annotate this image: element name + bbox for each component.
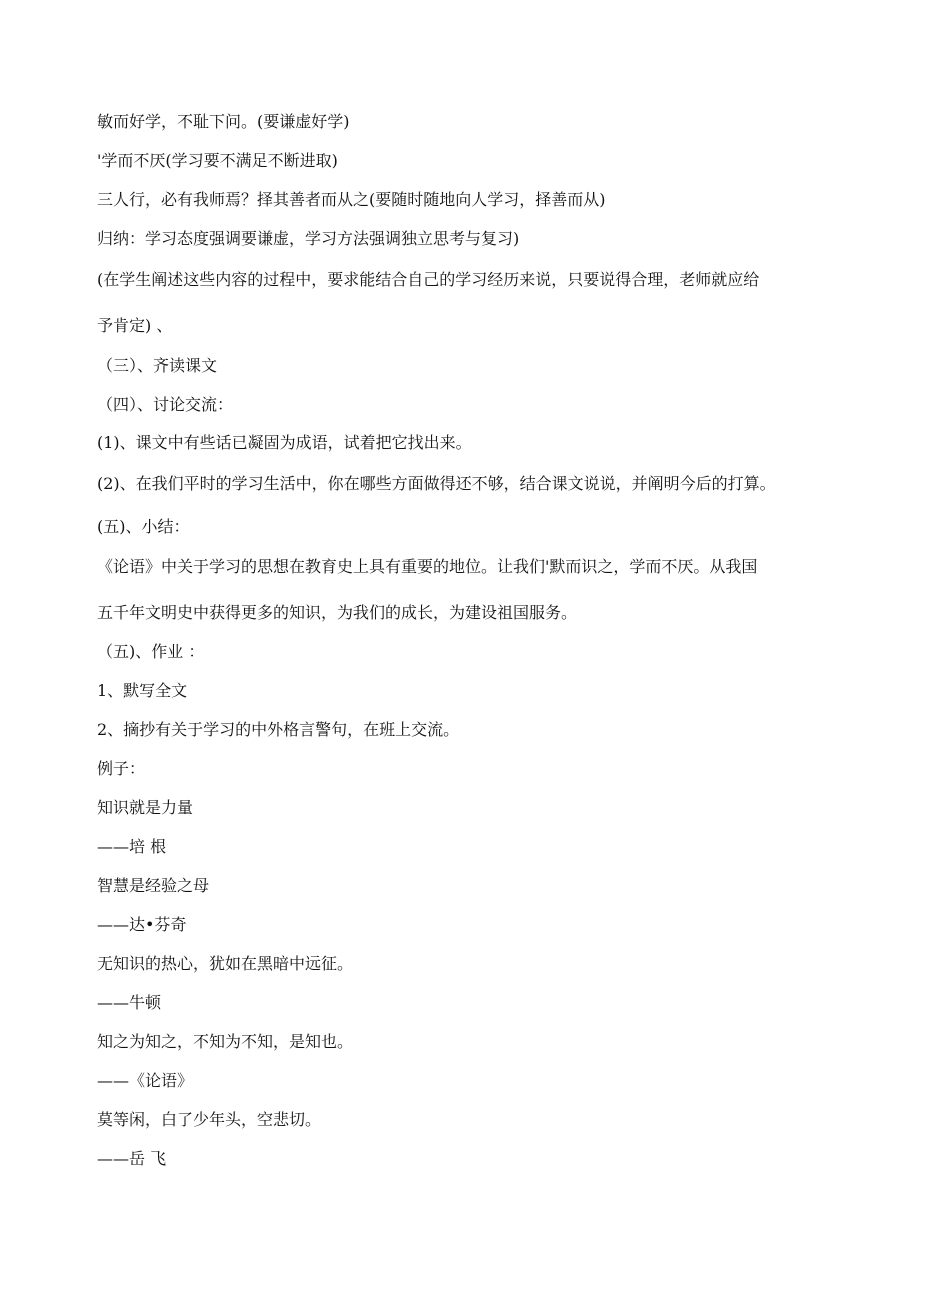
section-heading: （五)、作业 ： (97, 642, 205, 661)
text-line: (在学生阐述这些内容的过程中，要求能结合自己的学习经历来说，只要说得合理，老师就应给 (97, 270, 760, 289)
quote-line: 智慧是经验之母 (97, 876, 210, 895)
section-heading: （三）、齐读课文 (97, 356, 218, 375)
text-line: 归纳：学习态度强调要谦虚，学习方法强调独立思考与复习) (97, 229, 520, 248)
quote-line: 知识就是力量 (97, 798, 194, 817)
text-line: 1、默写全文 (97, 681, 188, 700)
text-line: (2)、在我们平时的学习生活中，你在哪些方面做得还不够，结合课文说说，并阐明今后的打算。 (97, 474, 776, 493)
text-line: 敏而好学，不耻下问。(要谦虚好学) (97, 112, 350, 131)
quote-attribution: ——达•芬奇 (97, 915, 187, 934)
text-line: 三人行，必有我师焉？择其善者而从之(要随时随地向人学习，择善而从) (97, 190, 606, 209)
section-heading: (五)、小结： (97, 517, 190, 536)
quote-attribution: ——《论语》 (97, 1071, 194, 1090)
text-line: 例子： (97, 759, 146, 778)
text-line: (1)、课文中有些话已凝固为成语，试着把它找出来。 (97, 433, 472, 452)
quote-line: 知之为知之，不知为不知，是知也。 (97, 1032, 354, 1051)
text-line: 2、摘抄有关于学习的中外格言警句，在班上交流。 (97, 720, 460, 739)
text-line: 《论语》中关于学习的思想在教育史上具有重要的地位。让我们'默而识之，学而不厌。从我国 (97, 557, 758, 576)
text-line: 予肯定) 、 (97, 316, 173, 335)
text-line: 五千年文明史中获得更多的知识，为我们的成长，为建设祖国服务。 (97, 603, 578, 622)
quote-line: 无知识的热心，犹如在黑暗中远征。 (97, 954, 354, 973)
section-heading: （四）、讨论交流： (97, 395, 234, 414)
quote-attribution: ——牛顿 (97, 993, 162, 1012)
quote-attribution: ——岳 飞 (97, 1149, 167, 1168)
quote-attribution: ——培 根 (97, 837, 167, 856)
text-line: '学而不厌(学习要不满足不断进取) (97, 151, 338, 170)
quote-line: 莫等闲，白了少年头，空悲切。 (97, 1110, 322, 1129)
